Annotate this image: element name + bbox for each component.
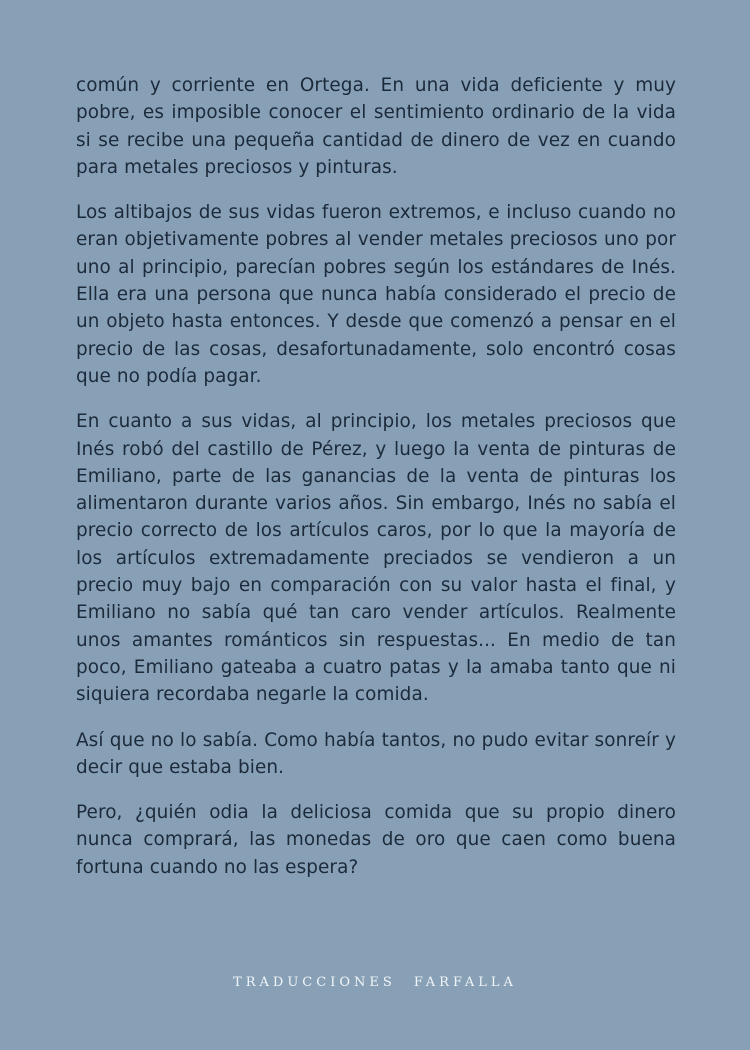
page-body xyxy=(76,72,676,899)
paragraph-2: Los altibajos de sus vidas fueron extremos, e incluso cuando no eran objetivamente pobres al vender metales preciosos uno por uno al principio, parecían pobres según los estándares de Inés. Ella era una persona que nunca había considerado el precio de un objeto hasta entonces. Y desde que comenzó a pensar en el precio de las cosas, desafortunadamente, solo encontró cosas que no podía pagar. xyxy=(76,202,676,387)
footer-credit: TRADUCCIONES FARFALLA xyxy=(233,975,517,990)
paragraph-1: común y corriente en Ortega. En una vida deficiente y muy pobre, es imposible conocer el sentimiento ordinario de la vida si se recibe una pequeña cantidad de dinero de vez en cuando para metales preciosos y pinturas. xyxy=(76,75,676,178)
paragraph-4: Así que no lo sabía. Como había tantos, no pudo evitar sonreír y decir que estaba bien. xyxy=(76,729,676,778)
paragraph-5: Pero, ¿quién odia la deliciosa comida que su propio dinero nunca comprará, las monedas de oro que caen como buena fortuna cuando no las espera? xyxy=(76,802,676,878)
paragraph-3: En cuanto a sus vidas, al principio, los metales preciosos que Inés robó del castillo de Pérez, y luego la venta de pinturas de Emiliano, parte de las ganancias de la venta de pinturas los alimentaron durante varios años. Sin embargo, Inés no sabía el precio correcto de los artículos caros, por lo que la mayoría de los artículos extremadamente preciados se vendieron a un precio muy bajo en comparación con su valor hasta el final, y Emiliano no sabía qué tan caro vender artículos. Realmente unos amantes románticos sin respuestas... En medio de tan poco, Emiliano gateaba a cuatro patas y la amaba tanto que ni siquiera recordaba negarle la comida. xyxy=(76,411,676,706)
